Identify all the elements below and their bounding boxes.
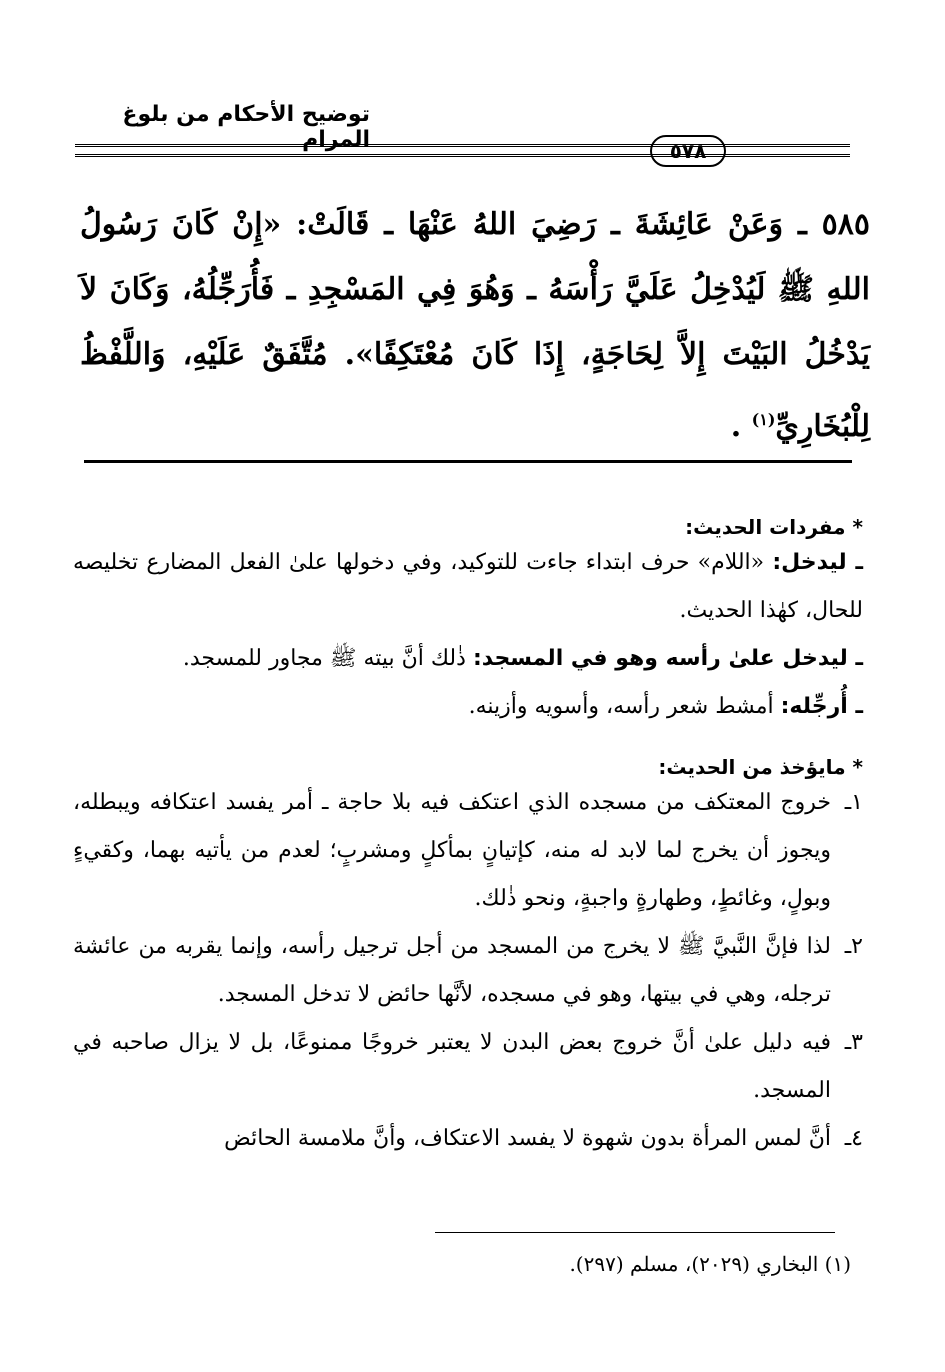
vocabulary-entry <box>73 635 863 683</box>
section-divider <box>84 460 852 463</box>
vocabulary-definition: أمشط شعر رأسه، وأسويه وأزينه. <box>468 694 781 719</box>
benefit-item <box>73 779 863 923</box>
vocabulary-entry <box>73 683 863 731</box>
benefit-item <box>73 923 863 1019</box>
hadith-text-block <box>80 192 870 459</box>
vocabulary-heading: * مفردات الحديث: <box>685 515 863 539</box>
benefit-item <box>73 1019 863 1115</box>
benefit-text: فيه دليل علىٰ أنَّ خروج بعض البدن لا يعتبر خروجًا ممنوعًا، بل لا يزال صاحبه في المسجد. <box>73 1030 831 1103</box>
benefit-text: خروج المعتكف من مسجده الذي اعتكف فيه بلا حاجة ـ أمر يفسد اعتكافه ويبطله، ويجوز أن يخرج لما لابد له منه، كإتيانٍ بمأكلٍ ومشربٍ؛ لعدم من يأتيه بهما، وكقيءٍ وبولٍ، وغائطٍ، وطهارةٍ واجبةٍ، ونحو ذٰلك. <box>73 790 831 911</box>
footnote-rule <box>435 1232 835 1233</box>
footnote-text: البخاري (٢٠٢٩)، مسلم (٢٩٧). <box>569 1252 819 1276</box>
benefit-text: أنَّ لمس المرأة بدون شهوة لا يفسد الاعتكاف، وأنَّ ملامسة الحائض <box>224 1126 831 1151</box>
benefits-heading: * مايؤخذ من الحديث: <box>658 755 863 779</box>
vocabulary-term: ـ ليدخل علىٰ رأسه وهو في المسجد: <box>472 646 863 671</box>
benefit-number: ٢ـ <box>844 934 863 959</box>
footnote <box>151 1252 851 1276</box>
header-rule-left <box>75 144 650 157</box>
vocabulary-entry <box>73 539 863 635</box>
running-title: توضيح الأحكام من بلوغ المرام <box>122 102 370 152</box>
hadith-number: ٥٨٥ <box>821 207 870 242</box>
footnote-marker: (١) <box>824 1252 851 1276</box>
vocabulary-definition: ذٰلك أنَّ بيته ﷺ مجاور للمسجد. <box>182 646 473 671</box>
benefits-section <box>73 755 863 1163</box>
benefit-number: ٤ـ <box>844 1126 863 1151</box>
footnote-reference: (١) <box>751 410 776 429</box>
vocabulary-term: ـ ليدخل: <box>772 550 863 575</box>
hadith-text: ـ وَعَنْ عَائِشَةَ ـ رَضِيَ اللهُ عَنْهَا ـ قَالَتْ: «إِنْ كَانَ رَسُولُ اللهِ ﷺ لَيُدْخِلُ عَلَيَّ رَأْسَهُ ـ وَهُوَ فِي المَسْجِدِ ـ فَأُرَجِّلُهُ، وَكَانَ لاَ يَدْخُلُ البَيْتَ إِلاَّ لِحَاجَةٍ، إِذَا كَانَ مُعْتَكِفًا». مُتَّفَقٌ عَلَيْهِ، وَاللَّفْظُ لِلْبُخَارِيِّ <box>80 207 870 444</box>
vocabulary-term: ـ أُرجِّله: <box>780 694 863 719</box>
benefit-item <box>73 1115 863 1163</box>
benefit-text: لذا فإنَّ النَّبيَّ ﷺ لا يخرج من المسجد من أجل ترجيل رأسه، وإنما يقربه من عائشة ترجله، وهي في بيتها، وهو في مسجده، لأنَّها حائض لا تدخل المسجد. <box>73 934 831 1007</box>
vocabulary-definition: «اللام» حرف ابتداء جاءت للتوكيد، وفي دخولها علىٰ الفعل المضارع تخليصه للحال، كهٰذا الحديث. <box>73 550 863 623</box>
hadith-end: . <box>730 409 742 444</box>
vocabulary-section <box>73 515 863 731</box>
benefit-number: ٣ـ <box>844 1030 863 1055</box>
page-number: ٥٧٨ <box>650 135 726 167</box>
benefit-number: ١ـ <box>844 790 863 815</box>
